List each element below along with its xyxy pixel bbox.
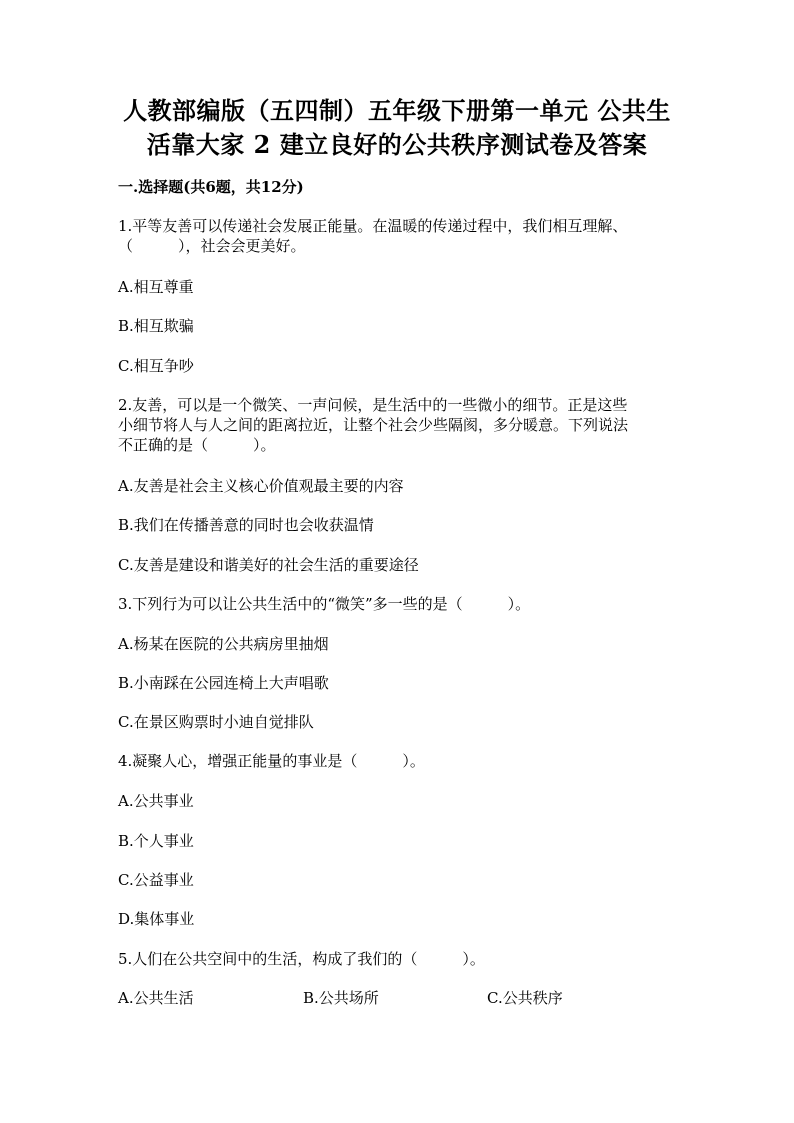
question-text-line: 小细节将人与人之间的距离拉近，让整个社会少些隔阂，多分暖意。下列说法 [118,416,629,434]
option-1b: B.相互欺骗 [118,317,194,335]
option-3a: A.杨某在医院的公共病房里抽烟 [118,635,329,653]
option-2a: A.友善是社会主义核心价值观最主要的内容 [118,477,404,495]
option-4c: C.公益事业 [118,871,194,889]
question-5 [118,949,678,969]
question-text-line: 3.下列行为可以让公共生活中的“微笑”多一些的是（ ）。 [118,595,531,613]
options-row-5 [118,988,678,1008]
question-text-line: 5.人们在公共空间中的生活，构成了我们的（ ）。 [118,950,485,968]
option-5c: C.公共秩序 [487,989,563,1007]
question-text-line: 1.平等友善可以传递社会发展正能量。在温暖的传递过程中，我们相互理解、 [118,217,628,235]
document-title-line-2: 活靠大家 2 建立良好的公共秩序测试卷及答案 [146,130,648,159]
option-3b: B.小南踩在公园连椅上大声唱歌 [118,674,329,692]
option-4a: A.公共事业 [118,792,194,810]
question-text-line: 4.凝聚人心，增强正能量的事业是（ ）。 [118,752,425,770]
option-2c: C.友善是建设和谐美好的社会生活的重要途径 [118,556,419,574]
option-5a: A.公共生活 [118,989,194,1007]
question-4 [118,751,678,771]
question-3 [118,594,678,614]
option-2b: B.我们在传播善意的同时也会收获温情 [118,516,374,534]
option-3c: C.在景区购票时小迪自觉排队 [118,713,314,731]
question-text-line: 2.友善，可以是一个微笑、一声问候，是生活中的一些微小的细节。正是这些 [118,396,628,414]
section-heading: 一.选择题(共6题，共12分) [118,178,304,196]
question-2 [118,395,678,455]
document-title-line-1: 人教部编版（五四制）五年级下册第一单元 公共生 [123,96,671,125]
option-4b: B.个人事业 [118,832,194,850]
option-1c: C.相互争吵 [118,357,194,375]
question-text-line: （ ），社会会更美好。 [118,237,306,255]
option-4d: D.集体事业 [118,910,195,928]
question-text-line: 不正确的是（ ）。 [118,436,276,454]
option-5b: B.公共场所 [303,989,379,1007]
option-1a: A.相互尊重 [118,278,194,296]
question-1 [118,216,678,256]
